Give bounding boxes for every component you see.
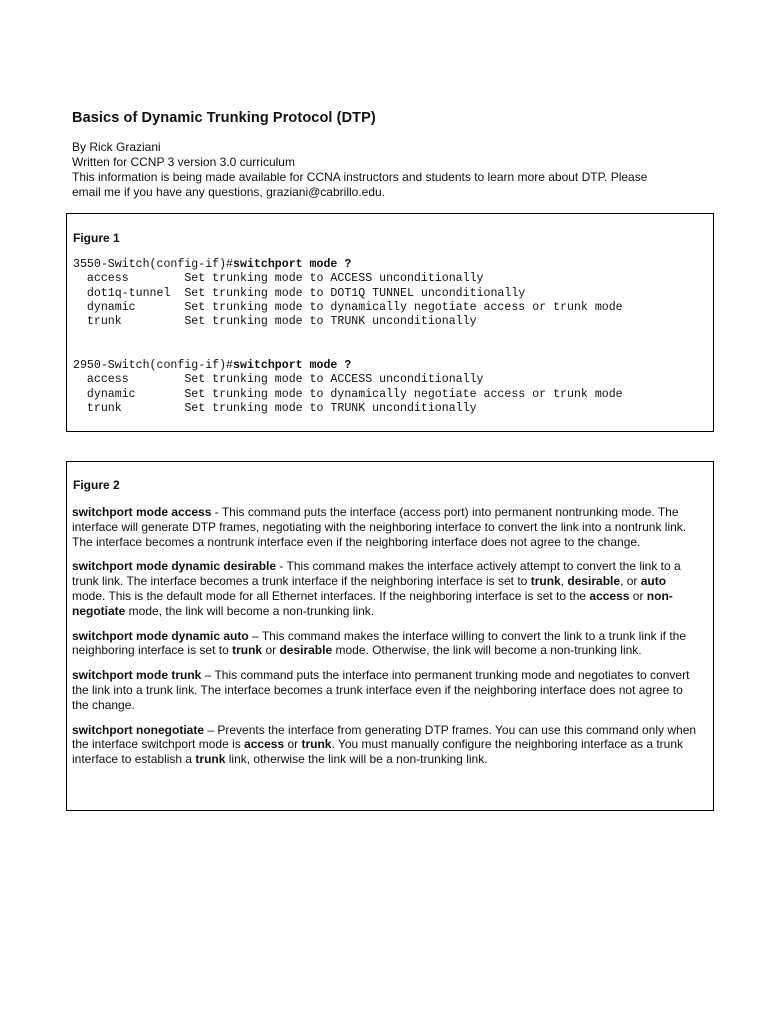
text-segment: – Prevents the interface from generating DTP frames. You can use this command only when the interface switchport mode is <box>72 722 697 752</box>
text-segment: . You must manually configure the neighboring interface as a trunk interface to establish a <box>72 737 684 767</box>
cli-option-row <box>73 315 623 329</box>
text-segment: mode. This is the default mode for all Ethernet interfaces. If the neighboring interface is set to the <box>72 588 590 603</box>
cli-option: trunk <box>86 401 185 415</box>
cli-prompt: 2950-Switch(config-if)# <box>73 359 234 372</box>
cli-option-row <box>73 373 623 387</box>
figure-2-box <box>66 461 714 811</box>
text-segment: - This command puts the interface (access port) into permanent nontrunking mode. The interface will generate DTP frames, negotiating with the neighboring interface to convert the link into a nontrunk link. The interface becomes a nontrunk interface even if the neighboring interface does not agree to the change. <box>72 505 687 549</box>
document-title: Basics of Dynamic Trunking Protocol (DTP) <box>72 110 376 126</box>
figure-1-box <box>66 213 714 432</box>
text-segment: mode, the link will become a non-trunking link. <box>125 603 375 618</box>
keyword: desirable <box>567 574 621 589</box>
cli-option: dynamic <box>86 387 185 401</box>
cli-option: trunk <box>86 315 185 329</box>
info-line-1: This information is being made available for CCNA instructors and students to learn more about DTP. Please <box>72 170 648 184</box>
keyword: desirable <box>279 643 333 658</box>
cli-option-row <box>73 301 623 315</box>
text-segment: or <box>284 737 302 752</box>
cli-option: dynamic <box>86 300 185 314</box>
cli-option-row <box>73 388 623 402</box>
cli-option-desc: Set trunking mode to DOT1Q TUNNEL unconditionally <box>184 286 526 300</box>
mode-term: switchport mode trunk <box>72 668 202 683</box>
text-segment: – This command puts the interface into permanent trunking mode and negotiates to convert the link into a trunk link. The interface becomes a trunk interface even if the neighboring interface does not agree to the change. <box>72 668 690 712</box>
cli-prompt: 3550-Switch(config-if)# <box>73 258 234 271</box>
cli-option: access <box>86 272 185 286</box>
text-segment: link, otherwise the link will be a non-trunking link. <box>225 752 488 767</box>
text-segment: or <box>262 643 280 658</box>
cli-option-desc: Set trunking mode to dynamically negotiate access or trunk mode <box>184 387 623 401</box>
cli-option: access <box>86 373 185 387</box>
mode-descriptions <box>72 505 702 777</box>
cli-option-desc: Set trunking mode to TRUNK unconditionally <box>184 401 477 415</box>
cli-prompt-line <box>73 258 623 272</box>
curriculum-line: Written for CCNP 3 version 3.0 curriculum <box>72 155 295 169</box>
figure-1-label: Figure 1 <box>73 231 120 245</box>
mode-term: switchport nonegotiate <box>72 722 204 737</box>
keyword: access <box>589 588 630 603</box>
text-segment: , <box>560 574 568 589</box>
cli-option-desc: Set trunking mode to ACCESS unconditionally <box>184 272 484 286</box>
cli-prompt-line <box>73 359 623 373</box>
mode-paragraph <box>72 723 702 767</box>
keyword: auto <box>640 574 667 589</box>
mode-term: switchport mode dynamic desirable <box>72 559 277 574</box>
cli-command: switchport mode ? <box>233 258 352 271</box>
text-segment: , or <box>620 574 641 589</box>
mode-term: switchport mode access <box>72 505 212 519</box>
intro-block <box>72 140 712 200</box>
cli-option-row <box>73 402 623 416</box>
text-segment: - This command makes the interface actively attempt to convert the link to a trunk link. The interface becomes a trunk interface if the neighboring interface is set to <box>72 559 681 589</box>
cli-option-desc: Set trunking mode to dynamically negotiate access or trunk mode <box>184 300 623 314</box>
cli-option: dot1q-tunnel <box>86 286 185 300</box>
mode-paragraph <box>72 505 702 549</box>
keyword: access <box>244 737 285 752</box>
text-segment: mode. Otherwise, the link will become a non-trunking link. <box>332 643 642 658</box>
keyword: trunk <box>530 574 561 589</box>
cli-block-3550 <box>73 258 623 329</box>
figure-2-label: Figure 2 <box>73 478 120 492</box>
mode-paragraph <box>72 629 702 659</box>
keyword: trunk <box>232 643 263 658</box>
cli-option-row <box>73 272 623 286</box>
mode-paragraph <box>72 559 702 618</box>
text-segment: or <box>629 588 647 603</box>
mode-term: switchport mode dynamic auto <box>72 628 249 643</box>
cli-option-row <box>73 287 623 301</box>
mode-paragraph <box>72 668 702 712</box>
keyword: trunk <box>195 752 226 767</box>
text-segment: – This command makes the interface willing to convert the link to a trunk link if the neighboring interface is set to <box>72 628 687 658</box>
cli-block-2950 <box>73 359 623 416</box>
cli-command: switchport mode ? <box>233 359 352 372</box>
keyword: trunk <box>301 737 332 752</box>
cli-option-desc: Set trunking mode to ACCESS unconditionally <box>184 373 484 387</box>
info-line-2: email me if you have any questions, graziani@cabrillo.edu. <box>72 185 386 199</box>
author-line: By Rick Graziani <box>72 140 161 154</box>
keyword: non-negotiate <box>72 588 673 618</box>
cli-option-desc: Set trunking mode to TRUNK unconditionally <box>184 315 477 329</box>
